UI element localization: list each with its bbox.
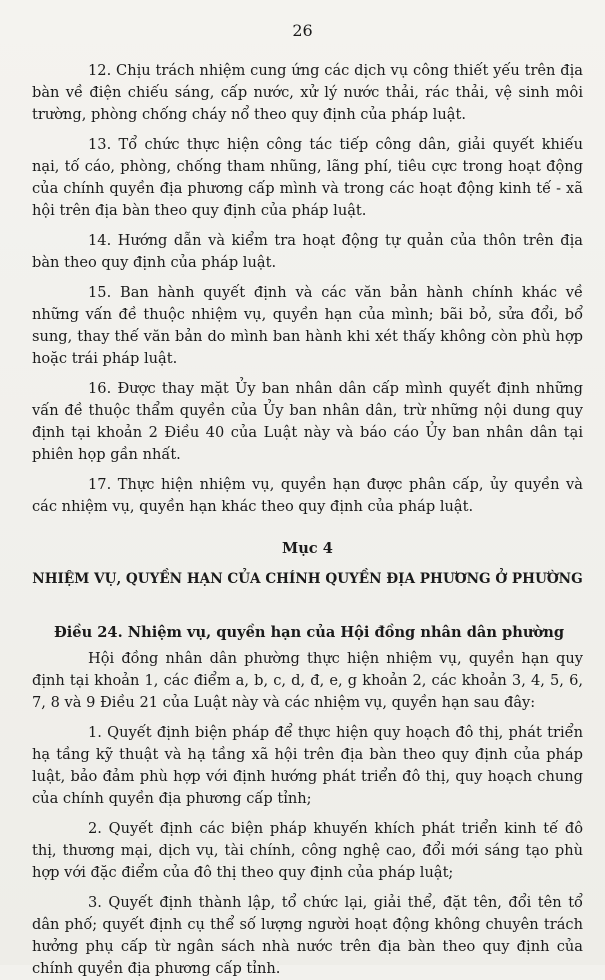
article-intro: Hội đồng nhân dân phường thực hiện nhiệm vụ, quyền hạn quy định tại khoản 1, các điểm a, b, c, d, đ, e, g khoản 2, các khoản 3, 4, 5, 6, 7, 8 và 9 Điều 21 của Luật này và các nhiệm vụ, quyền hạn sau đây:	[32, 650, 583, 711]
page-content	[32, 60, 583, 980]
article-item-3: 3. Quyết định thành lập, tổ chức lại, giải thể, đặt tên, đổi tên tổ dân phố; quyết định cụ thể số lượng người hoạt động không chuyên trách hưởng phụ cấp từ ngân sách nhà nước trên địa bàn theo quy định của chính quyền địa phương cấp tỉnh.	[32, 894, 583, 977]
section-label: Mục 4	[282, 540, 333, 557]
clause-14: 14. Hướng dẫn và kiểm tra hoạt động tự quản của thôn trên địa bàn theo quy định của pháp luật.	[32, 232, 583, 271]
clause-12: 12. Chịu trách nhiệm cung ứng các dịch vụ công thiết yếu trên địa bàn về điện chiếu sáng, cấp nước, xử lý nước thải, rác thải, vệ sinh môi trường, phòng chống cháy nổ theo quy định của pháp luật.	[32, 62, 583, 123]
article-item-1: 1. Quyết định biện pháp để thực hiện quy hoạch đô thị, phát triển hạ tầng kỹ thuật và hạ tầng xã hội trên địa bàn theo quy định của pháp luật, bảo đảm phù hợp với định hướng phát triển đô thị, quy hoạch chung của chính quyền địa phương cấp tỉnh;	[32, 724, 583, 807]
clause-13: 13. Tổ chức thực hiện công tác tiếp công dân, giải quyết khiếu nại, tố cáo, phòng, chống tham nhũng, lãng phí, tiêu cực trong hoạt động của chính quyền địa phương cấp mình và trong các hoạt động kinh tế - xã hội trên địa bàn theo quy định của pháp luật.	[32, 136, 583, 219]
clause-15: 15. Ban hành quyết định và các văn bản hành chính khác về những vấn đề thuộc nhiệm vụ, quyền hạn của mình; bãi bỏ, sửa đổi, bổ sung, thay thế văn bản do mình ban hành khi xét thấy không còn phù hợp hoặc trái pháp luật.	[32, 284, 583, 367]
section-heading: NHIỆM VỤ, QUYỀN HẠN CỦA CHÍNH QUYỀN ĐỊA PHƯƠNG Ở PHƯỜNG	[32, 571, 583, 587]
clause-16: 16. Được thay mặt Ủy ban nhân dân cấp mình quyết định những vấn đề thuộc thẩm quyền của Ủy ban nhân dân, trừ những nội dung quy định tại khoản 2 Điều 40 của Luật này và báo cáo Ủy ban nhân dân tại phiên họp gần nhất.	[32, 380, 583, 463]
article-item-2: 2. Quyết định các biện pháp khuyến khích phát triển kinh tế đô thị, thương mại, dịch vụ, tài chính, công nghệ cao, đổi mới sáng tạo phù hợp với đặc điểm của đô thị theo quy định của pháp luật;	[32, 820, 583, 881]
article-title: Điều 24. Nhiệm vụ, quyền hạn của Hội đồng nhân dân phường	[54, 624, 565, 641]
clause-17: 17. Thực hiện nhiệm vụ, quyền hạn được phân cấp, ủy quyền và các nhiệm vụ, quyền hạn khác theo quy định của pháp luật.	[32, 476, 583, 515]
page-number: 26	[292, 21, 313, 40]
